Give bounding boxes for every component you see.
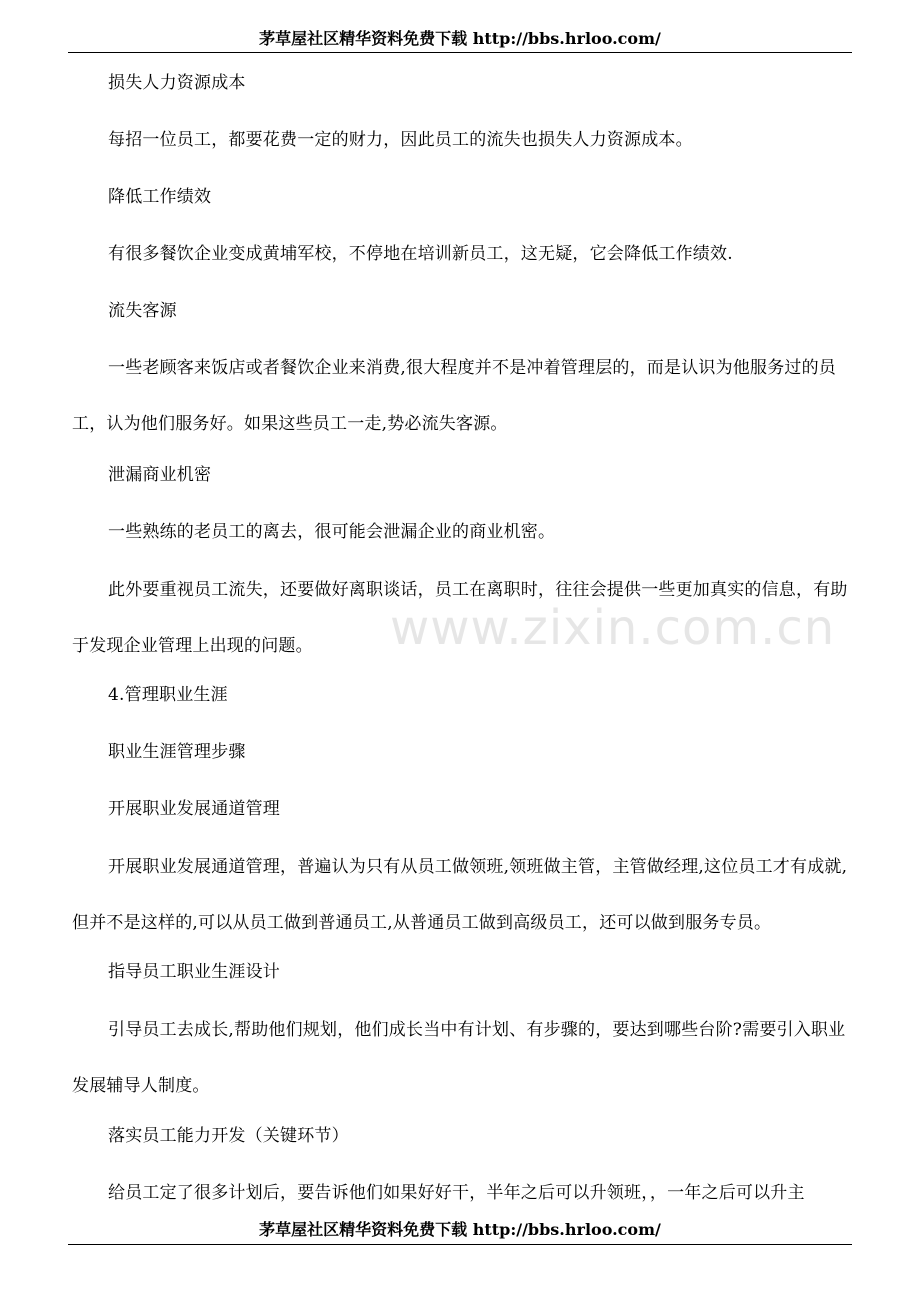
footer-rule xyxy=(68,1244,852,1245)
heading-ability-development: 落实员工能力开发（关键环节） xyxy=(108,1126,349,1146)
header-rule xyxy=(68,52,852,53)
heading-lose-customers: 流失客源 xyxy=(108,301,177,321)
paragraph: 一些熟练的老员工的离去，很可能会泄漏企业的商业机密。 xyxy=(108,522,556,542)
heading-career-steps: 职业生涯管理步骤 xyxy=(108,742,246,762)
paragraph: 此外要重视员工流失，还要做好离职谈话，员工在离职时，往往会提供一些更加真实的信息，有助于发现企业管理上出现的问题。 xyxy=(72,580,848,656)
heading-career-channel: 开展职业发展通道管理 xyxy=(108,799,280,819)
paragraph: 开展职业发展通道管理，普遍认为只有从员工做领班,领班做主管，主管做经理,这位员工才有成就,但并不是这样的,可以从员工做到普通员工,从普通员工做到高级员工，还可以做到服务专员。 xyxy=(72,857,848,933)
heading-career-design: 指导员工职业生涯设计 xyxy=(108,962,280,982)
page-header: 茅草屋社区精华资料免费下载 http://bbs.hrloo.com/ xyxy=(259,29,661,48)
heading-loss-hr-cost: 损失人力资源成本 xyxy=(108,73,246,93)
paragraph: 一些老顾客来饭店或者餐饮企业来消费,很大程度并不是冲着管理层的，而是认识为他服务过的员工，认为他们服务好。如果这些员工一走,势必流失客源。 xyxy=(72,358,837,434)
heading-leak-secrets: 泄漏商业机密 xyxy=(108,465,212,485)
page-footer: 茅草屋社区精华资料免费下载 http://bbs.hrloo.com/ xyxy=(259,1220,661,1239)
watermark: www.zixin.com.cn xyxy=(390,600,836,656)
heading-lower-performance: 降低工作绩效 xyxy=(108,187,212,207)
paragraph: 每招一位员工，都要花费一定的财力，因此员工的流失也损失人力资源成本。 xyxy=(108,130,693,150)
paragraph: 给员工定了很多计划后，要告诉他们如果好好干，半年之后可以升领班，，一年之后可以升主 xyxy=(108,1183,805,1203)
paragraph: 有很多餐饮企业变成黄埔军校，不停地在培训新员工，这无疑，它会降低工作绩效. xyxy=(108,244,733,264)
section-heading: 4.管理职业生涯 xyxy=(108,685,228,705)
paragraph: 引导员工去成长,帮助他们规划，他们成长当中有计划、有步骤的，要达到哪些台阶?需要引入职业发展辅导人制度。 xyxy=(72,1020,846,1096)
